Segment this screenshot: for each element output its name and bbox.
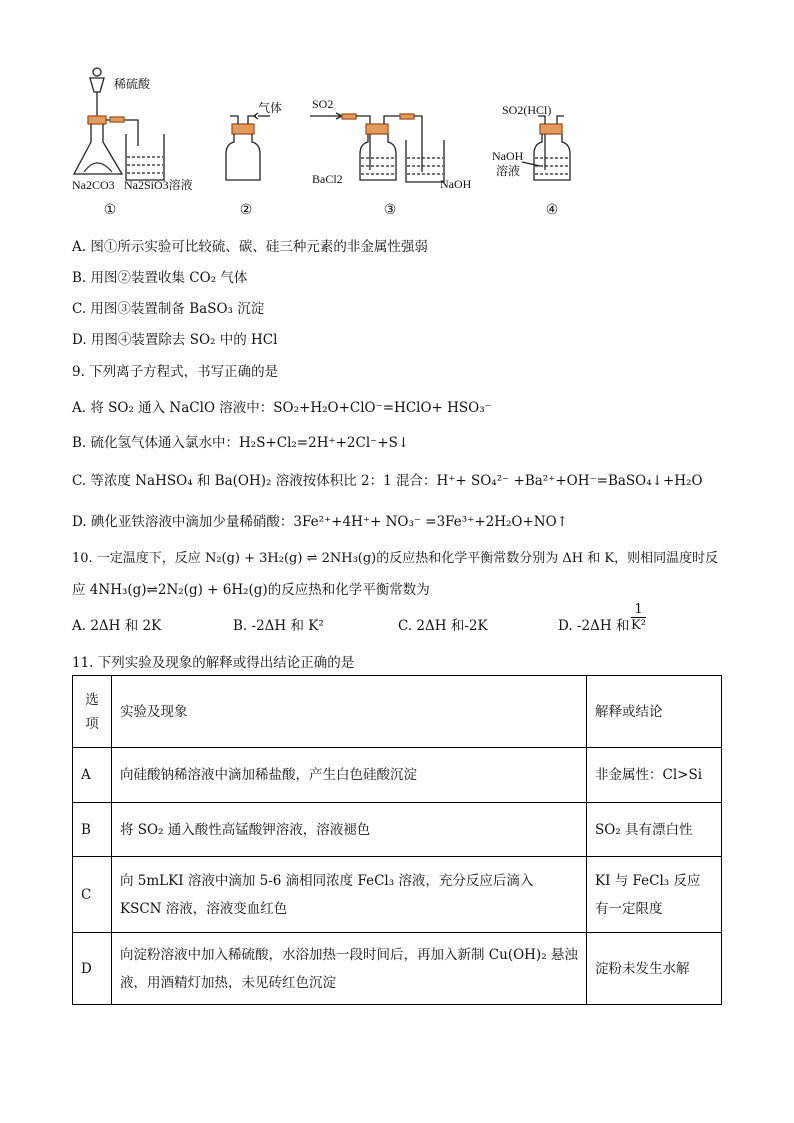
q10-stem-line2: 应 4NH₃(g)⇌2N₂(g) + 6H₂(g)的反应热和化学平衡常数为: [72, 582, 430, 598]
q10-option-d: D. -2ΔH 和: [558, 618, 630, 634]
label-flask: Na2CO3: [72, 178, 115, 192]
header-conclusion: 解释或结论: [587, 676, 722, 748]
q8-option-d: D. 用图④装置除去 SO₂ 中的 HCl: [72, 332, 278, 348]
table-row: [73, 803, 722, 857]
table-row: [73, 933, 722, 1005]
q10-option-b: B. -2ΔH 和 K²: [233, 618, 324, 634]
fraction-denominator: K²: [631, 618, 646, 633]
caption-1: ①: [103, 203, 117, 218]
q8-option-b: B. 用图②装置收集 CO₂ 气体: [72, 270, 248, 286]
q9-option-c: C. 等浓度 NaHSO₄ 和 Ba(OH)₂ 溶液按体积比 2：1 混合：H⁺+ SO₄²⁻ +Ba²⁺+OH⁻=BaSO₄↓+H₂O: [72, 473, 703, 489]
q10-option-c: C. 2ΔH 和-2K: [398, 618, 488, 634]
label-so2: SO2: [312, 97, 334, 111]
row-a-option: A: [73, 748, 112, 803]
table-header-row: [73, 676, 722, 748]
q9-option-a: A. 将 SO₂ 通入 NaClO 溶液中：SO₂+H₂O+ClO⁻=HClO+ HSO₃⁻: [72, 400, 492, 416]
fraction-numerator: 1: [631, 602, 646, 618]
label-so2-hcl: SO2(HCl): [502, 103, 552, 117]
row-b-experiment: 将 SO₂ 通入酸性高锰酸钾溶液，溶液褪色: [112, 803, 587, 857]
label-naoh: NaOH: [440, 177, 472, 191]
q9-option-d: D. 碘化亚铁溶液中滴加少量稀硝酸：3Fe²⁺+4H⁺+ NO₃⁻ =3Fe³⁺+2H₂O+NO↑: [72, 514, 568, 530]
q10-option-d-fraction: [631, 602, 646, 633]
row-c-option: C: [73, 857, 112, 933]
q10-stem-line1: 10. 一定温度下，反应 N₂(g) + 3H₂(g) ⇌ 2NH₃(g)的反应热和化学平衡常数分别为 ΔH 和 K，则相同温度时反: [72, 551, 719, 566]
apparatus-figure: [60, 62, 620, 222]
caption-4: ④: [545, 203, 559, 218]
label-naoh-soln-2: 溶液: [496, 164, 521, 178]
apparatus-4: [522, 116, 570, 180]
label-beaker1: Na2SiO3溶液: [124, 178, 193, 192]
q11-stem: 11. 下列实验及现象的解释或得出结论正确的是: [72, 655, 355, 671]
table-row: [73, 748, 722, 803]
row-a-conclusion: 非金属性：Cl>Si: [587, 748, 722, 803]
row-a-experiment: 向硅酸钠稀溶液中滴加稀盐酸，产生白色硅酸沉淀: [112, 748, 587, 803]
q9-option-b: B. 硫化氢气体通入氯水中：H₂S+Cl₂=2H⁺+2Cl⁻+S↓: [72, 435, 410, 451]
row-b-conclusion: SO₂ 具有漂白性: [587, 803, 722, 857]
q10-option-a: A. 2ΔH 和 2K: [72, 618, 162, 634]
row-d-experiment: 向淀粉溶液中加入稀硫酸，水浴加热一段时间后，再加入新制 Cu(OH)₂ 悬浊液，用酒精灯加热，未见砖红色沉淀: [112, 933, 587, 1005]
apparatus-2: [226, 113, 270, 180]
label-bacl2: BaCl2: [312, 172, 343, 186]
caption-2: ②: [239, 203, 253, 218]
q9-stem: 9. 下列离子方程式，书写正确的是: [72, 364, 279, 380]
header-option: 选项: [73, 676, 112, 748]
header-experiment: 实验及现象: [112, 676, 587, 748]
caption-3: ③: [383, 203, 397, 218]
row-c-conclusion: KI 与 FeCl₃ 反应有一定限度: [587, 857, 722, 933]
label-naoh-soln-1: NaOH: [492, 149, 524, 163]
row-b-option: B: [73, 803, 112, 857]
label-gas: 气体: [258, 101, 283, 115]
label-acid: 稀硫酸: [114, 77, 151, 91]
q8-option-c: C. 用图③装置制备 BaSO₃ 沉淀: [72, 301, 265, 317]
row-c-experiment: 向 5mLKI 溶液中滴加 5-6 滴相同浓度 FeCl₃ 溶液，充分反应后滴入 KSCN 溶液，溶液变血红色: [112, 857, 587, 933]
experiment-table: [72, 675, 722, 1005]
table-row: [73, 857, 722, 933]
row-d-conclusion: 淀粉未发生水解: [587, 933, 722, 1005]
q8-option-a: A. 图①所示实验可比较硫、碳、硅三种元素的非金属性强弱: [72, 239, 428, 255]
row-d-option: D: [73, 933, 112, 1005]
